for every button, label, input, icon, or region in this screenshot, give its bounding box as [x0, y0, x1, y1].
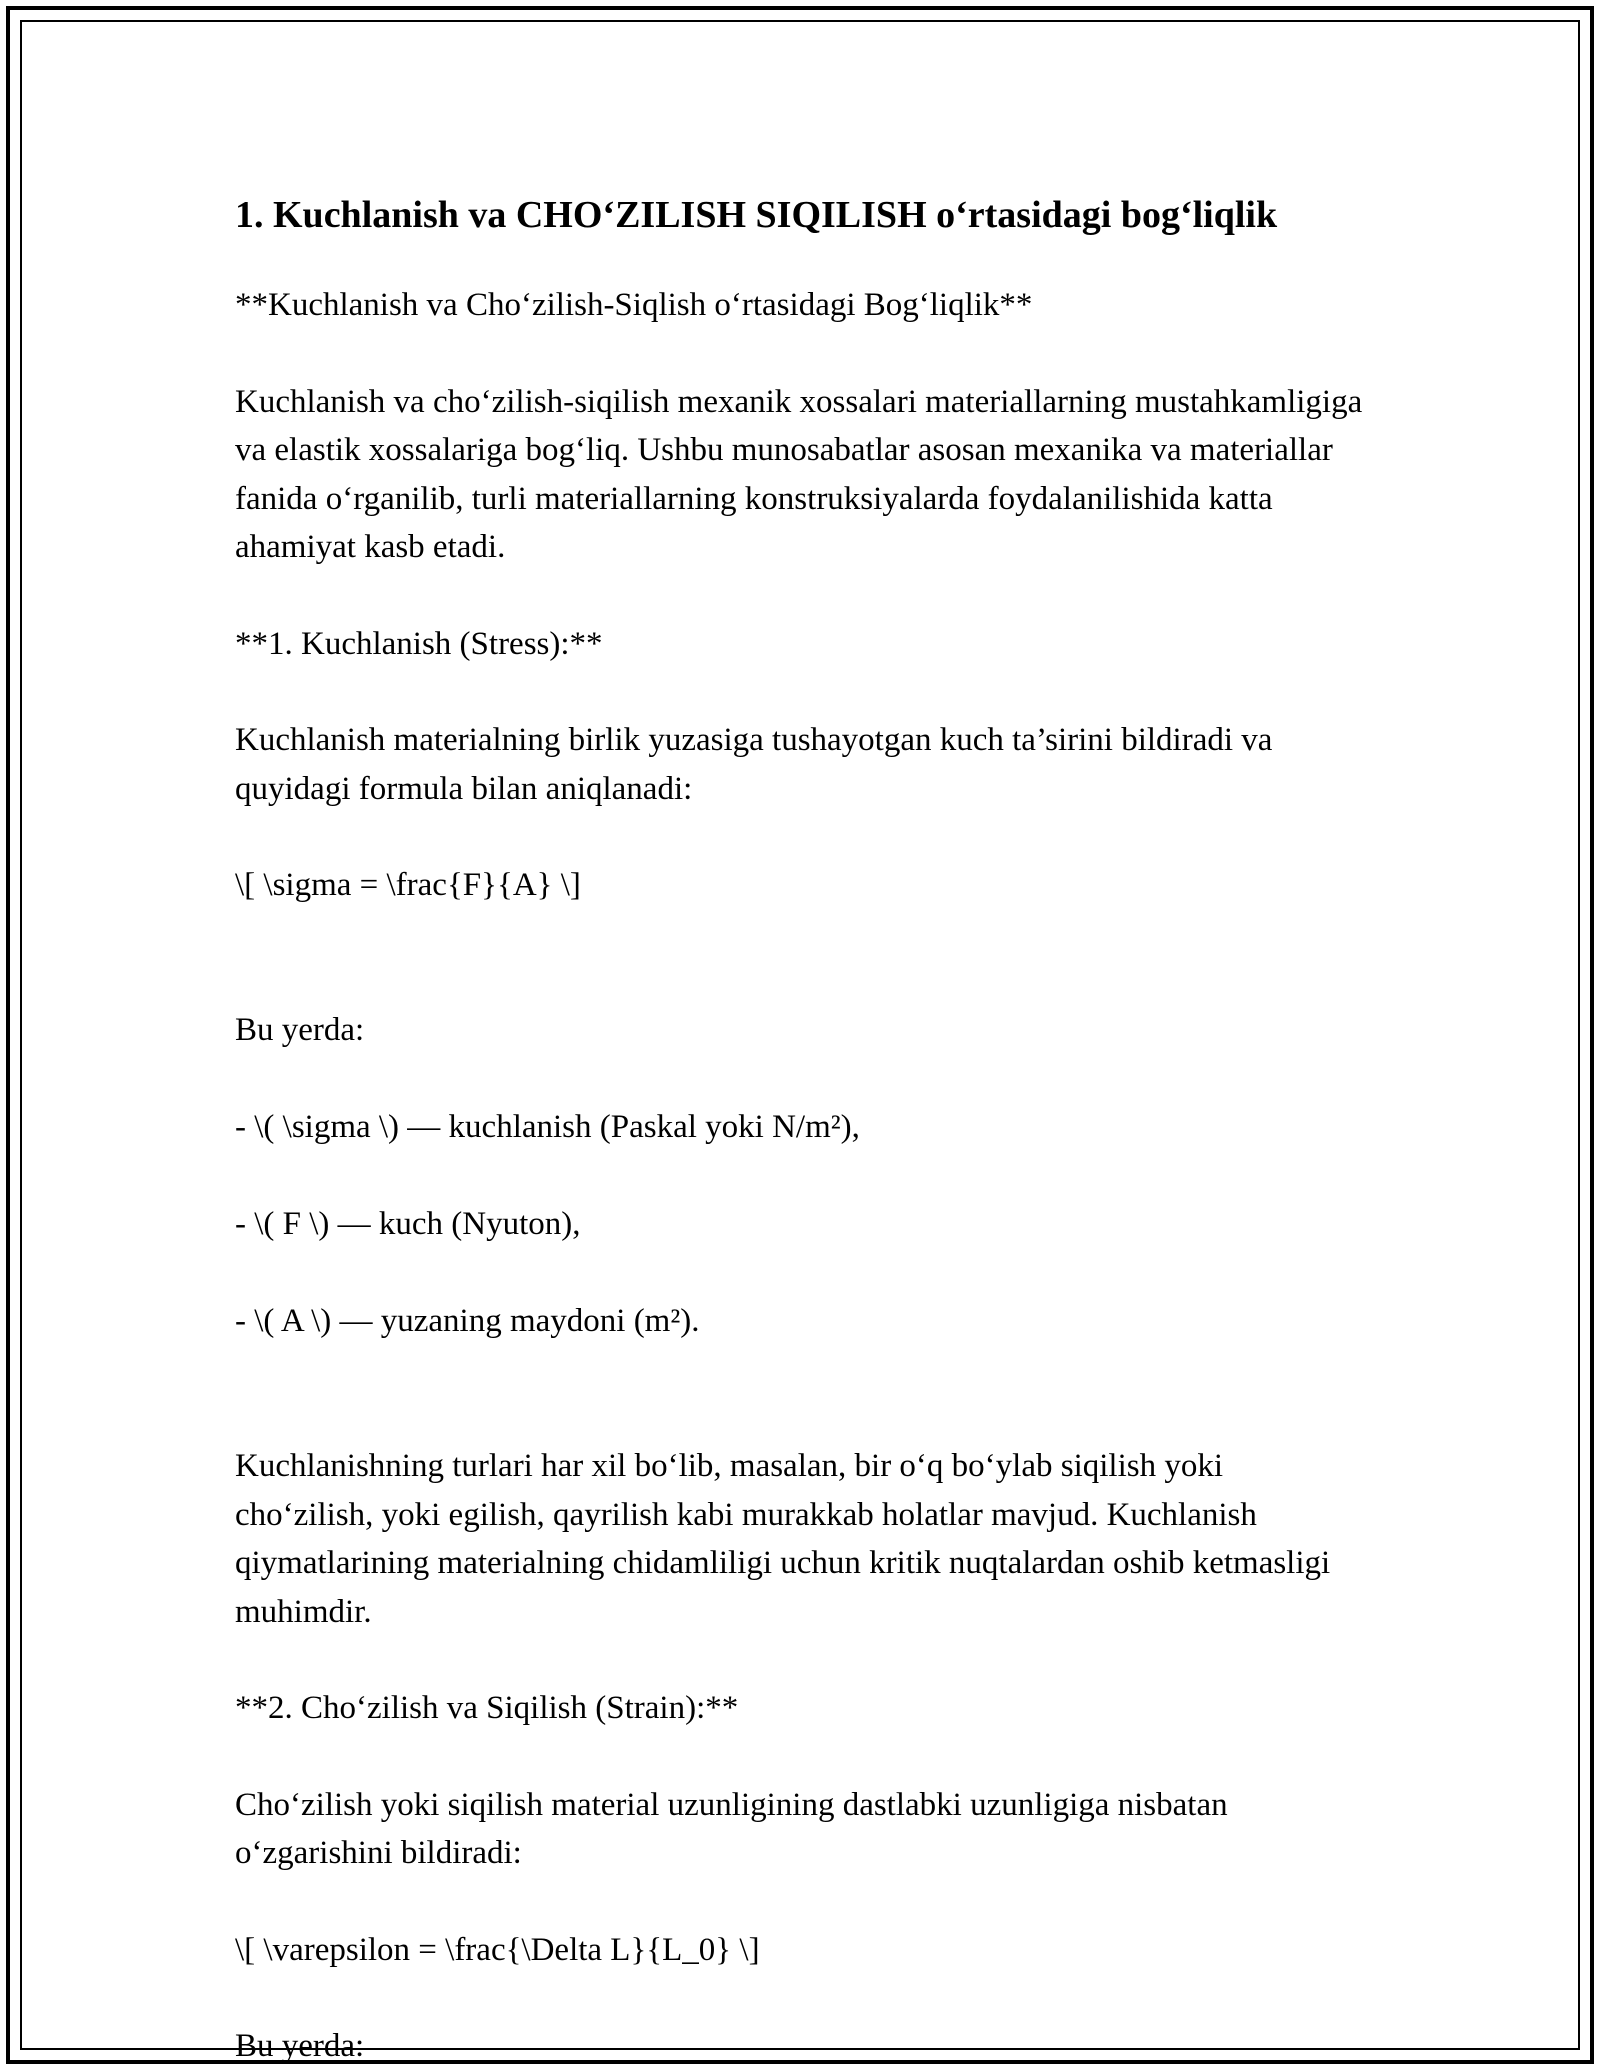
where-item-area: - \( A \) — yuzaning maydoni (m²).: [235, 1303, 700, 1339]
stress-formula: \[ \sigma = \frac{F}{A} \]: [235, 867, 581, 903]
where-label: Bu yerda:: [235, 1012, 365, 1048]
section-1-heading: **1. Kuchlanish (Stress):**: [235, 625, 603, 662]
document-body: [235, 188, 1365, 2071]
section-1-where-block: [235, 958, 1365, 1395]
document-subtitle: **Kuchlanish va Cho‘zilish-Siqlish o‘rtasidagi Bog‘liqlik**: [235, 287, 1033, 323]
section-2-where-label: Bu yerda:: [235, 2028, 365, 2064]
where-item-force: - \( F \) — kuch (Nyuton),: [235, 1206, 581, 1242]
section-1-definition: Kuchlanish materialning birlik yuzasiga tushayotgan kuch ta’sirini bildiradi va quyidagi formula bilan aniqlanadi:: [235, 722, 1273, 807]
document-title: 1. Kuchlanish va CHO‘ZILISH SIQILISH o‘rtasidagi bog‘liqlik: [235, 194, 1278, 236]
section-1-notes: Kuchlanishning turlari har xil bo‘lib, masalan, bir o‘q bo‘ylab siqilish yoki cho‘zilish, yoki egilish, qayrilish kabi murakkab holatlar mavjud. Kuchlanish qiymatlarining materialning chidamliligi uchun kritik nuqtalardan oshib ketmasligi muhimdir.: [235, 1448, 1331, 1630]
section-2-definition: Cho‘zilish yoki siqilish material uzunligining dastlabki uzunligiga nisbatan o‘zgarishini bildiradi:: [235, 1786, 1228, 1871]
strain-formula: \[ \varepsilon = \frac{\Delta L}{L_0} \]: [235, 1931, 760, 1968]
intro-paragraph: Kuchlanish va cho‘zilish-siqilish mexanik xossalari materiallarning mustahkamligiga va elastik xossalariga bog‘liq. Ushbu munosabatlar asosan mexanika va materiallar fanida o‘rganilib, turli materiallarning konstruksiyalarda foydalanilishida katta ahamiyat kasb etadi.: [235, 383, 1363, 565]
section-2-heading: **2. Cho‘zilish va Siqilish (Strain):**: [235, 1690, 739, 1726]
where-item-sigma: - \( \sigma \) — kuchlanish (Paskal yoki N/m²),: [235, 1109, 860, 1145]
